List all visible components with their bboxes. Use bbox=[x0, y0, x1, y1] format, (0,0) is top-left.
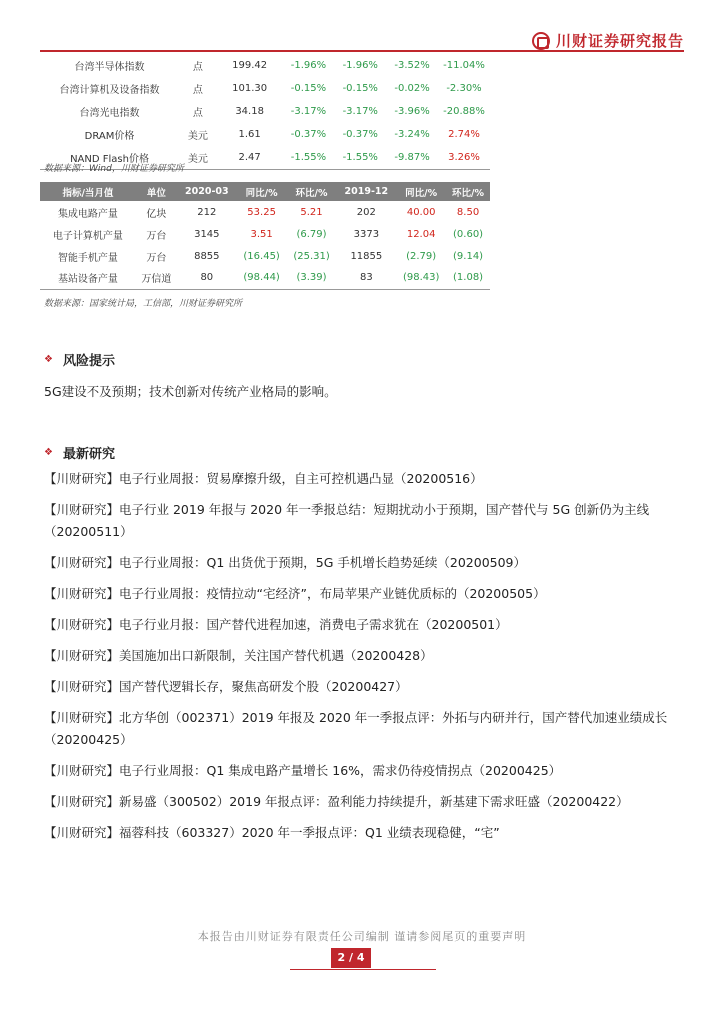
production-cell: 亿块 bbox=[146, 208, 167, 220]
production-cell: 集成电路产量 bbox=[57, 208, 118, 220]
research-item[interactable]: 【川财研究】电子行业月报：国产替代进程加速，消费电子需求犹在（20200501） bbox=[44, 617, 508, 632]
production-cell: 12.04 bbox=[406, 228, 436, 240]
production-cell: (3.39) bbox=[287, 267, 337, 289]
market-row bbox=[40, 54, 490, 77]
market-change: -3.52% bbox=[394, 60, 430, 71]
market-unit: 点 bbox=[192, 62, 203, 73]
column-header: 单位 bbox=[136, 182, 177, 201]
production-row bbox=[40, 267, 490, 289]
market-value: 1.61 bbox=[238, 129, 261, 140]
market-change: -0.37% bbox=[290, 129, 327, 140]
market-value: 199.42 bbox=[232, 60, 268, 71]
column-header: 环比/% bbox=[287, 182, 337, 201]
page-number: 2 / 4 bbox=[331, 948, 371, 968]
market-index-name: DRAM价格 bbox=[84, 131, 135, 142]
research-item[interactable]: 【川财研究】电子行业周报：贸易摩擦升级，自主可控机遇凸显（20200516） bbox=[44, 471, 483, 486]
production-cell: 83 bbox=[336, 267, 396, 289]
market-change: -2.30% bbox=[446, 83, 482, 94]
brand-logo-icon bbox=[532, 32, 550, 50]
column-header: 2019-12 bbox=[336, 182, 396, 201]
production-cell: 万台 bbox=[146, 252, 167, 264]
market-change: -3.24% bbox=[394, 129, 430, 140]
production-cell: (98.43) bbox=[396, 267, 446, 289]
production-cell: 53.25 bbox=[247, 206, 276, 218]
market-change: -9.87% bbox=[386, 146, 438, 169]
market-change: -3.96% bbox=[394, 106, 430, 117]
production-row bbox=[40, 201, 490, 223]
market-index-table bbox=[40, 54, 490, 170]
market-index-name: 台湾半导体指数 bbox=[74, 62, 145, 73]
research-item[interactable]: 【川财研究】电子行业周报：Q1 集成电路产量增长 16%，需求仍待疫情拐点（20200425） bbox=[44, 763, 562, 778]
diamond-bullet-icon: ❖ bbox=[44, 447, 53, 458]
production-cell: (98.44) bbox=[237, 267, 287, 289]
production-cell: (16.45) bbox=[243, 250, 280, 262]
market-change: 3.26% bbox=[438, 146, 490, 169]
production-cell: (25.31) bbox=[293, 250, 330, 262]
market-index-name: 台湾光电指数 bbox=[79, 108, 140, 119]
market-unit: 美元 bbox=[179, 146, 217, 169]
column-header: 2020-03 bbox=[177, 182, 237, 201]
market-change: -3.17% bbox=[342, 106, 378, 117]
research-item[interactable]: 【川财研究】电子行业 2019 年报与 2020 年一季报总结：短期扰动小于预期，国产替代与 5G 创新仍为主线（20200511） bbox=[44, 502, 650, 539]
market-unit: 点 bbox=[192, 85, 203, 96]
market-value: 34.18 bbox=[235, 106, 264, 117]
research-item[interactable]: 【川财研究】美国施加出口新限制，关注国产替代机遇（20200428） bbox=[44, 648, 433, 663]
research-title: 最新研究 bbox=[62, 447, 115, 462]
market-change: -1.55% bbox=[283, 146, 335, 169]
research-item[interactable]: 【川财研究】电子行业周报：Q1 出货优于预期，5G 手机增长趋势延续（20200509） bbox=[44, 555, 527, 570]
production-cell: 万信道 bbox=[136, 267, 177, 289]
brand bbox=[532, 30, 684, 51]
production-cell: 电子计算机产量 bbox=[52, 230, 123, 242]
production-cell: 5.21 bbox=[300, 206, 323, 218]
production-cell: 8855 bbox=[194, 250, 220, 262]
market-row bbox=[40, 100, 490, 123]
production-table bbox=[40, 182, 490, 290]
market-change: -0.15% bbox=[290, 83, 327, 94]
production-cell: (2.79) bbox=[406, 250, 437, 262]
diamond-bullet-icon: ❖ bbox=[44, 354, 53, 365]
production-cell: 3.51 bbox=[250, 228, 273, 240]
market-change: -0.15% bbox=[342, 83, 378, 94]
market-index-name: NAND Flash价格 bbox=[40, 146, 179, 169]
production-cell: 3373 bbox=[353, 228, 380, 240]
production-cell: 万台 bbox=[146, 230, 167, 242]
market-change: -1.96% bbox=[290, 60, 327, 71]
research-item[interactable]: 【川财研究】电子行业周报：疫情拉动“宅经济”，布局苹果产业链优质标的（20200505） bbox=[44, 586, 546, 601]
production-cell: 40.00 bbox=[406, 206, 436, 218]
page-header bbox=[40, 28, 684, 52]
market-value: 101.30 bbox=[232, 83, 268, 94]
research-item[interactable]: 【川财研究】福蓉科技（603327）2020 年一季报点评：Q1 业绩表现稳健，“宅” bbox=[44, 825, 500, 840]
column-header: 指标/当月值 bbox=[40, 182, 136, 201]
market-change: -3.17% bbox=[290, 106, 327, 117]
production-cell: 11855 bbox=[350, 250, 383, 262]
research-item[interactable]: 【川财研究】新易盛（300502）2019 年报点评：盈利能力持续提升，新基建下需求旺盛（20200422） bbox=[44, 794, 629, 809]
production-table-source: 数据来源：国家统计局，工信部，川财证券研究所 bbox=[44, 299, 243, 309]
production-cell: (0.60) bbox=[453, 228, 484, 240]
market-change: -1.96% bbox=[342, 60, 378, 71]
production-cell: (1.08) bbox=[446, 267, 490, 289]
production-cell: 212 bbox=[197, 206, 217, 218]
market-change: -0.02% bbox=[394, 83, 430, 94]
market-index-name: 台湾计算机及设备指数 bbox=[59, 85, 160, 96]
footer-divider bbox=[290, 969, 436, 970]
production-row bbox=[40, 245, 490, 267]
market-unit: 点 bbox=[192, 108, 203, 119]
risk-text: 5G建设不及预期；技术创新对传统产业格局的影响。 bbox=[44, 384, 337, 399]
production-table-header bbox=[40, 182, 490, 201]
production-cell: (6.79) bbox=[296, 228, 327, 240]
footer-disclaimer: 本报告由川财证券有限责任公司编制 谨请参阅尾页的重要声明 bbox=[197, 930, 527, 943]
column-header: 环比/% bbox=[446, 182, 490, 201]
research-section-heading bbox=[44, 443, 115, 462]
market-value: 2.47 bbox=[217, 146, 283, 169]
market-row bbox=[40, 77, 490, 100]
market-change: -0.37% bbox=[342, 129, 378, 140]
production-cell: 基站设备产量 bbox=[40, 267, 136, 289]
column-header: 同比/% bbox=[396, 182, 446, 201]
production-cell: (9.14) bbox=[453, 250, 484, 262]
brand-title: 川财证券研究报告 bbox=[555, 32, 684, 50]
risk-section-heading bbox=[44, 350, 115, 369]
production-cell: 8.50 bbox=[456, 206, 480, 218]
market-change: 2.74% bbox=[448, 129, 480, 140]
research-item[interactable]: 【川财研究】北方华创（002371）2019 年报及 2020 年一季报点评：外拓与内研并行，国产替代加速业绩成长（20200425） bbox=[44, 710, 668, 747]
research-item[interactable]: 【川财研究】国产替代逻辑长存，聚焦高研发个股（20200427） bbox=[44, 679, 408, 694]
production-cell: 智能手机产量 bbox=[57, 252, 118, 264]
production-cell: 80 bbox=[177, 267, 237, 289]
header-divider bbox=[40, 50, 684, 52]
column-header: 同比/% bbox=[237, 182, 287, 201]
research-list bbox=[44, 468, 684, 853]
market-change: -1.55% bbox=[334, 146, 386, 169]
production-row bbox=[40, 223, 490, 245]
production-cell: 3145 bbox=[194, 228, 220, 240]
market-change: -20.88% bbox=[443, 106, 485, 117]
market-row bbox=[40, 123, 490, 146]
market-table-source: 数据来源：Wind，川财证券研究所 bbox=[44, 164, 184, 174]
risk-title: 风险提示 bbox=[62, 354, 115, 369]
market-unit: 美元 bbox=[187, 131, 208, 142]
production-cell: 202 bbox=[356, 206, 376, 218]
market-change: -11.04% bbox=[443, 60, 485, 71]
